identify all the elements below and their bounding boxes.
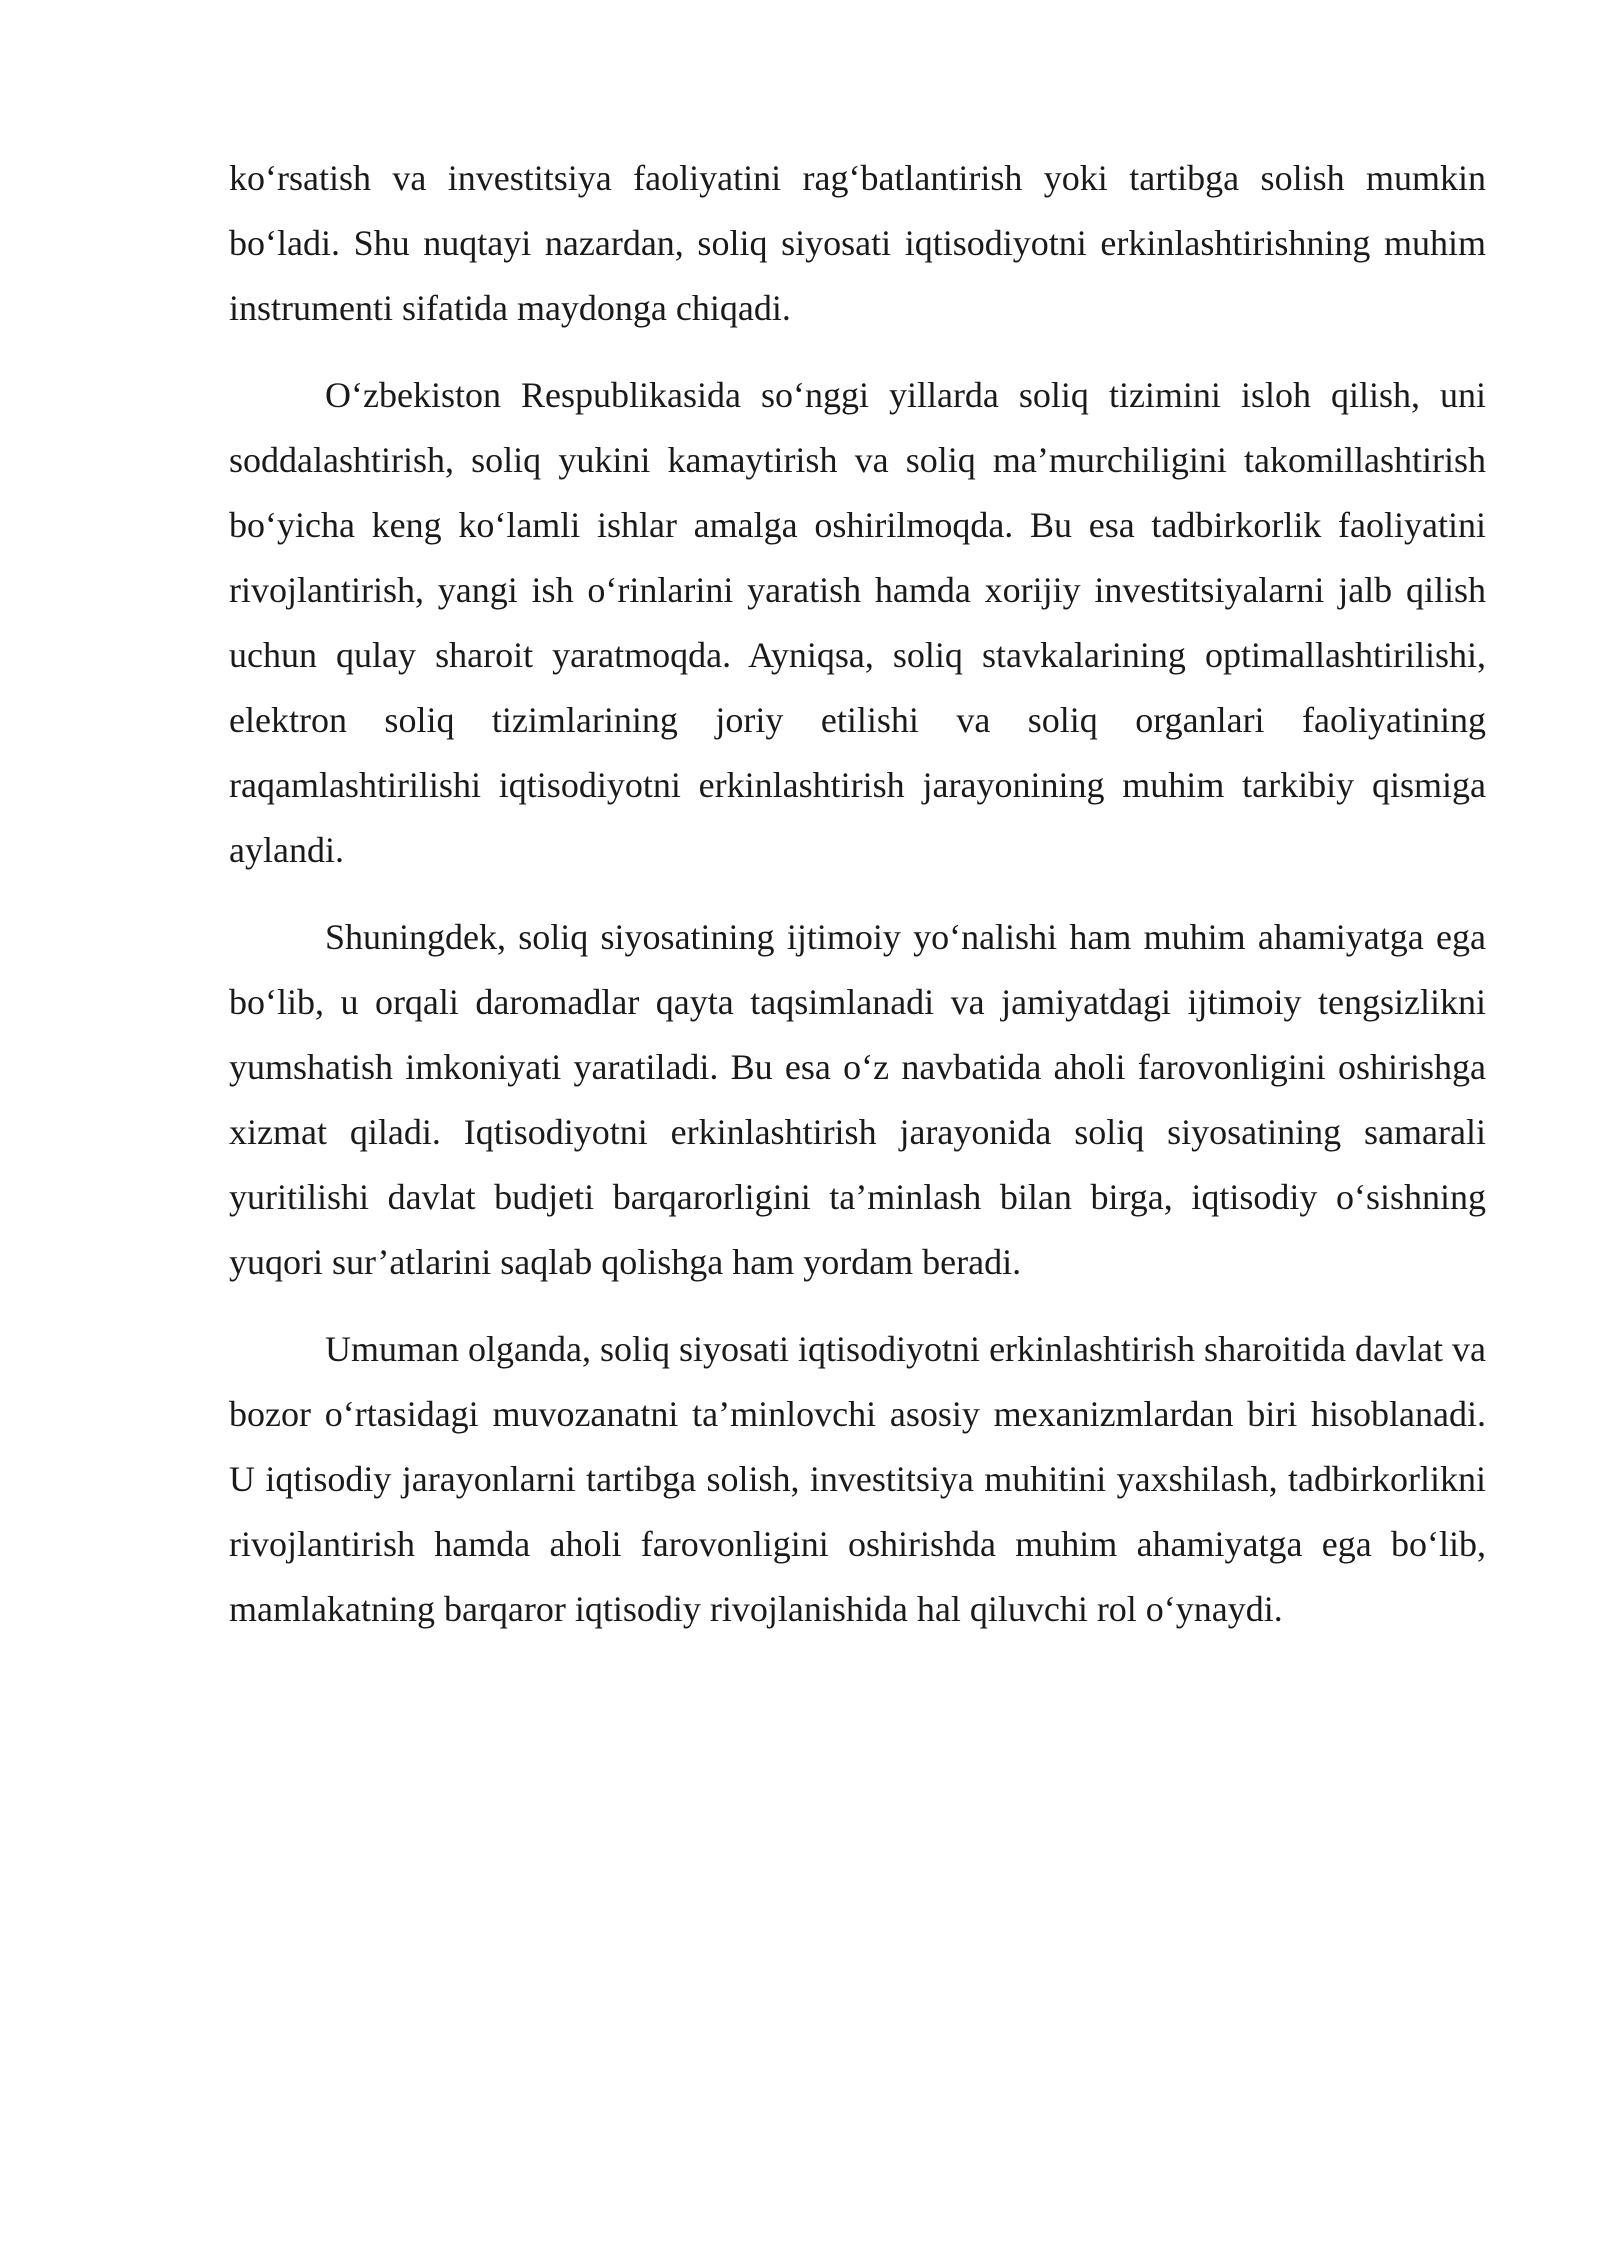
paragraph-3: Shuningdek, soliq siyosatining ijtimoiy yo‘nalishi ham muhim ahamiyatga ega bo‘lib, u orqali daromadlar qayta taqsimlanadi va jamiyatdagi ijtimoiy tengsizlikni yumshatish imkoniyati yaratiladi. Bu esa o‘z navbatida aholi farovonligini oshirishga xizmat qiladi. Iqtisodiyotni erkinlashtirish jarayonida soliq siyosatining samarali yuritilishi davlat budjeti barqarorligini ta’minlash bilan birga, iqtisodiy o‘sishning yuqori sur’atlarini saqlab qolishga ham yordam beradi.: [229, 917, 1486, 1282]
paragraph-1: ko‘rsatish va investitsiya faoliyatini rag‘batlantirish yoki tartibga solish mumkin bo‘ladi. Shu nuqtayi nazardan, soliq siyosati iqtisodiyotni erkinlashtirishning muhim instrumenti sifatida maydonga chiqadi.: [229, 158, 1486, 328]
paragraph-4: Umuman olganda, soliq siyosati iqtisodiyotni erkinlashtirish sharoitida davlat va bozor o‘rtasidagi muvozanatni ta’minlovchi asosiy mexanizmlardan biri hisoblanadi. U iqtisodiy jarayonlarni tartibga solish, investitsiya muhitini yaxshilash, tadbirkorlikni rivojlantirish hamda aholi farovonligini oshirishda muhim ahamiyatga ega bo‘lib, mamlakatning barqaror iqtisodiy rivojlanishida hal qiluvchi rol o‘ynaydi.: [229, 1329, 1486, 1629]
document-body: [229, 146, 1486, 1664]
paragraph-2: O‘zbekiston Respublikasida so‘nggi yillarda soliq tizimini isloh qilish, uni soddalashtirish, soliq yukini kamaytirish va soliq ma’murchiligini takomillashtirish bo‘yicha keng ko‘lamli ishlar amalga oshirilmoqda. Bu esa tadbirkorlik faoliyatini rivojlantirish, yangi ish o‘rinlarini yaratish hamda xorijiy investitsiyalarni jalb qilish uchun qulay sharoit yaratmoqda. Ayniqsa, soliq stavkalarining optimallashtirilishi, elektron soliq tizimlarining joriy etilishi va soliq organlari faoliyatining raqamlashtirilishi iqtisodiyotni erkinlashtirish jarayonining muhim tarkibiy qismiga aylandi.: [229, 375, 1486, 870]
